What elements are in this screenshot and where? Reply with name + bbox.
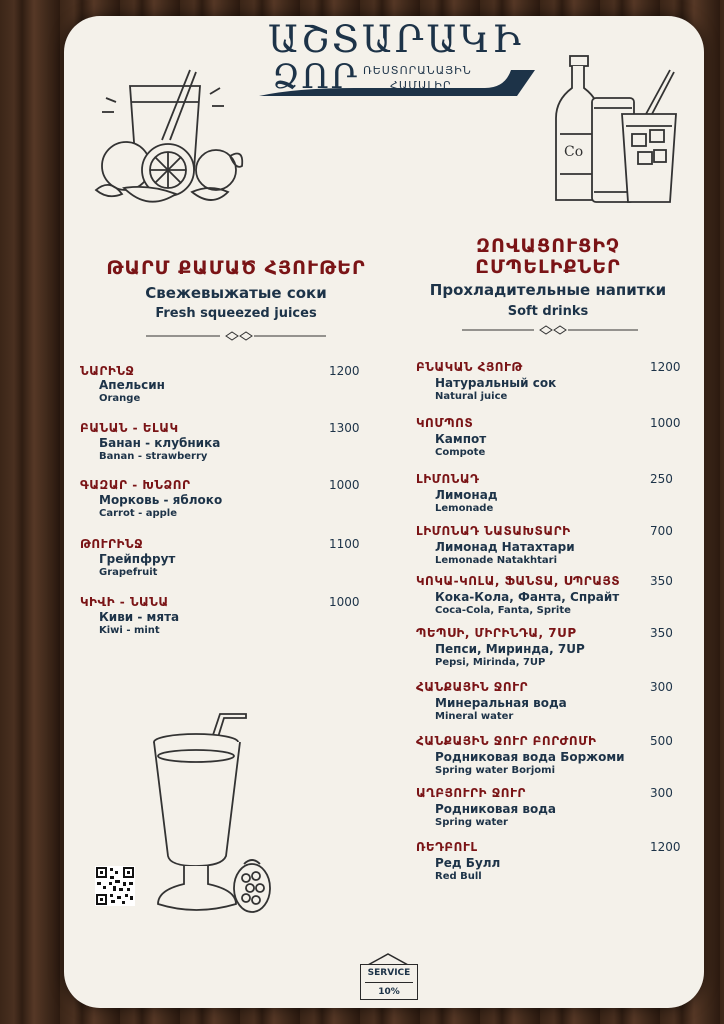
item-name-am: ԿՈԿԱ-ԿՈԼԱ, ՖԱՆՏԱ, ՍՊՐԱՅՏ — [416, 574, 621, 588]
juices-title-ru: Свежевыжатые соки — [145, 284, 327, 302]
item-name-en: Lemonade — [435, 503, 494, 514]
item-name-am: ԹՈՒՐԻՆՋ — [80, 537, 144, 551]
item-name-en: Grapefruit — [99, 567, 158, 578]
item-price: 1000 — [329, 478, 360, 492]
item-name-ru: Кампот — [435, 432, 487, 446]
ornament-divider — [146, 330, 326, 342]
item-name-am: ԿՈՄՊՈՏ — [416, 416, 474, 430]
item-name-am: ՀԱՆՔԱՅԻՆ ՋՈՒՐ — [416, 680, 528, 694]
item-price: 1200 — [650, 360, 681, 374]
logo-title-line1: ԱՇՏԱՐԱԿԻ — [268, 18, 524, 61]
item-name-ru: Апельсин — [99, 378, 165, 392]
juices-title-en: Fresh squeezed juices — [155, 306, 317, 321]
soft-title-am-line1: ԶՈՎԱՑՈՒՑԻՉ — [476, 235, 620, 257]
item-name-ru: Грейпфрут — [99, 552, 176, 566]
item-price: 350 — [650, 626, 673, 640]
item-name-am: ՀԱՆՔԱՅԻՆ ՋՈՒՐ ԲՈՐԺՈՄԻ — [416, 734, 597, 748]
item-price: 1300 — [329, 421, 360, 435]
item-name-am: ԱՂԲՅՈՒՐԻ ՋՈՒՐ — [416, 786, 526, 800]
logo-subtitle-line1: ՌԵՍՏՈՐԱՆԱՅԻՆ — [363, 64, 472, 77]
item-name-am: ԿԻՎԻ - ՆԱՆԱ — [80, 595, 169, 609]
item-name-en: Carrot - apple — [99, 508, 177, 519]
juices-title-am: ԹԱՐՄ ՔԱՄԱԾ ՀՅՈՒԹԵՐ — [106, 257, 366, 279]
item-price: 1000 — [650, 416, 681, 430]
logo-title-line2: ՁՈՐ — [272, 57, 360, 97]
item-name-am: ՆԱՐԻՆՋ — [80, 364, 135, 378]
item-name-en: Lemonade Natakhtari — [435, 555, 558, 566]
item-name-en: Orange — [99, 393, 141, 404]
item-name-ru: Родниковая вода — [435, 802, 557, 816]
item-name-am: ԲՆԱԿԱՆ ՀՅՈՒԹ — [416, 360, 523, 374]
item-price: 700 — [650, 524, 673, 538]
item-name-en: Spring water Borjomi — [435, 765, 556, 776]
service-divider — [365, 982, 413, 983]
qr-code-icon — [95, 866, 135, 906]
item-name-am: ԳԱԶԱՐ - ԽՆՁՈՐ — [80, 478, 191, 492]
item-name-en: Compote — [435, 447, 486, 458]
service-label: SERVICE — [367, 968, 411, 978]
orange-juice-icon — [92, 66, 254, 216]
item-price: 250 — [650, 472, 673, 486]
item-price: 1200 — [329, 364, 360, 378]
smoothie-glass-icon — [148, 708, 276, 920]
service-badge — [360, 964, 418, 1000]
item-name-ru: Банан - клубника — [99, 436, 221, 450]
item-name-ru: Морковь - яблоко — [99, 493, 223, 507]
item-name-en: Natural juice — [435, 391, 508, 402]
item-name-ru: Кока-Кола, Фанта, Спрайт — [435, 590, 620, 604]
logo-subtitle-line2: ՀԱՄԱԼԻՐ — [390, 79, 452, 92]
item-name-ru: Пепси, Миринда, 7UP — [435, 642, 585, 656]
item-name-ru: Лимонад Натахтари — [435, 540, 575, 554]
ornament-divider — [462, 324, 638, 336]
item-name-ru: Натуральный сок — [435, 376, 557, 390]
item-name-am: ԼԻՄՈՆԱԴ ՆԱՏԱԽՏԱՐԻ — [416, 524, 571, 538]
item-name-ru: Ред Булл — [435, 856, 501, 870]
soft-title-am-line2: ԸՄՊԵԼԻՔՆԵՐ — [475, 256, 621, 278]
item-name-en: Red Bull — [435, 871, 482, 882]
item-name-am: ԼԻՄՈՆԱԴ — [416, 472, 480, 486]
item-name-am: ՊԵՊՍԻ, ՄԻՐԻՆԴԱ, 7UP — [416, 626, 577, 640]
item-name-en: Banan - strawberry — [99, 451, 208, 462]
item-name-ru: Лимонад — [435, 488, 498, 502]
item-name-ru: Киви - мята — [99, 610, 180, 624]
item-name-ru: Минеральная вода — [435, 696, 567, 710]
item-name-en: Spring water — [435, 817, 508, 828]
item-price: 1200 — [650, 840, 681, 854]
soft-title-en: Soft drinks — [507, 304, 589, 319]
item-name-am: ԲԱՆԱՆ - ԵԼԱԿ — [80, 421, 179, 435]
item-price: 300 — [650, 680, 673, 694]
item-name-am: ՌԵԴԲՈՒԼ — [416, 840, 478, 854]
item-price: 1000 — [329, 595, 360, 609]
item-price: 1100 — [329, 537, 360, 551]
service-value: 10% — [378, 987, 400, 997]
item-name-en: Coca-Cola, Fanta, Sprite — [435, 605, 571, 616]
item-price: 500 — [650, 734, 673, 748]
item-name-en: Kiwi - mint — [99, 625, 160, 636]
item-name-en: Mineral water — [435, 711, 514, 722]
svg-text:Co: Co — [564, 144, 584, 160]
item-name-en: Pepsi, Mirinda, 7UP — [435, 657, 546, 668]
item-price: 300 — [650, 786, 673, 800]
item-price: 350 — [650, 574, 673, 588]
item-name-ru: Родниковая вода Боржоми — [435, 750, 625, 764]
soft-title-ru: Прохладительные напитки — [429, 281, 667, 299]
soda-bottle-glass-icon — [552, 52, 682, 210]
